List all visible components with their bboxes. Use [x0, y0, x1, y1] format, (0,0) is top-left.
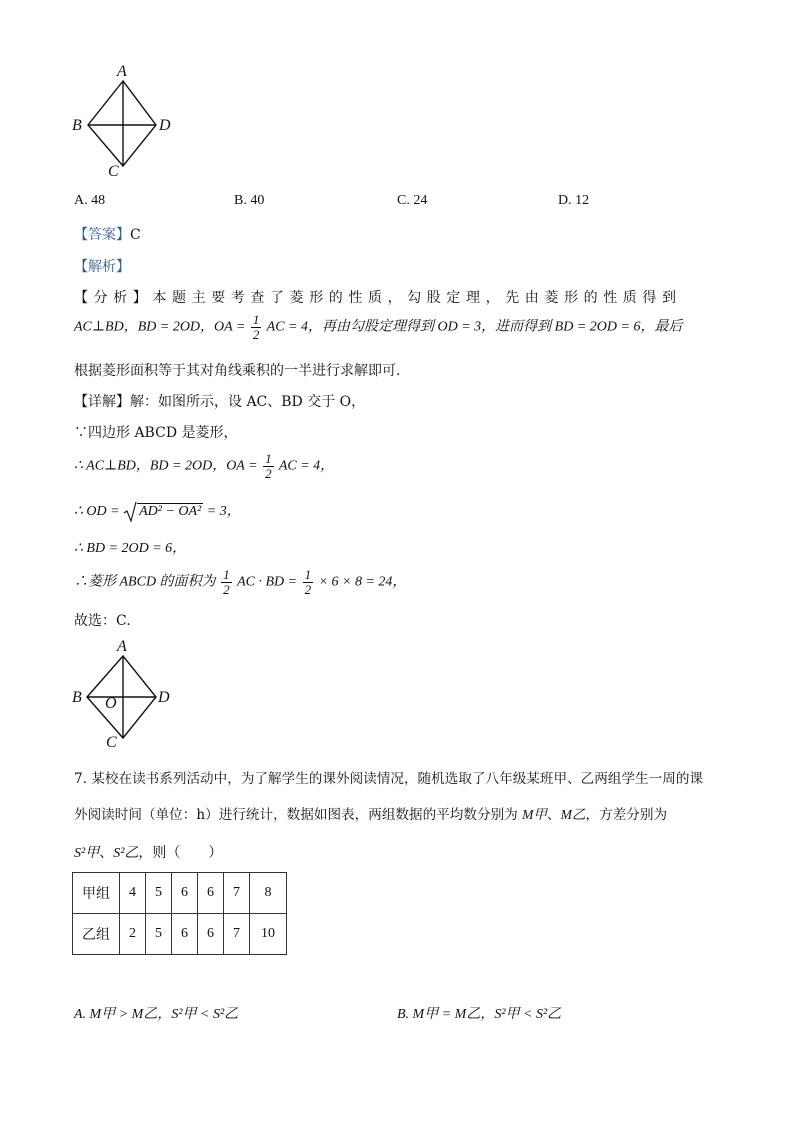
- s-yi: S²乙: [113, 846, 139, 861]
- detail-line-5: ∴ BD = 2OD = 6，: [74, 541, 187, 556]
- q7-text-2a: 外阅读时间（单位：h）进行统计，数据如图表，两组数据的平均数分别为: [74, 807, 518, 823]
- analysis-tag: 【解析】: [74, 259, 130, 275]
- detail-text-3a: ∴ AC⊥BD，BD = 2OD，OA =: [74, 458, 258, 474]
- q7-option-b: B. M甲 = M乙，S²甲 < S²乙: [397, 1007, 562, 1022]
- q7-sep-2: 、: [547, 807, 561, 823]
- vertex-label-c: C: [108, 163, 119, 180]
- fenxi-text-2a: AC⊥BD，BD = 2OD，OA =: [74, 319, 246, 335]
- vertex-label-b-2: B: [72, 689, 82, 706]
- vertex-label-b: B: [72, 117, 82, 134]
- detail-text-3b: AC = 4，: [278, 458, 335, 474]
- detail-line-4: [74, 500, 241, 523]
- table-cell: 10: [250, 914, 287, 955]
- detail-text-1: 解：如图所示，设 AC、BD 交于 O，: [130, 394, 366, 410]
- q7-option-a: A. M甲 > M乙，S²甲 < S²乙: [74, 1007, 239, 1022]
- table-cell: 4: [120, 873, 146, 914]
- q7-sep-3: 、: [99, 845, 114, 861]
- radical: AD² − OA²: [123, 501, 203, 523]
- table-cell: 6: [172, 914, 198, 955]
- table-row: [73, 873, 287, 914]
- rhombus-figure-top: [70, 60, 190, 185]
- data-table: [72, 872, 287, 955]
- answer-value: C: [130, 227, 141, 243]
- fenxi-line-3: 根据菱形面积等于其对角线乘积的一半进行求解即可.: [74, 363, 401, 379]
- m-jia: M甲: [522, 807, 548, 822]
- row-label: 甲组: [73, 873, 120, 914]
- detail-text-6b: AC · BD =: [237, 574, 298, 590]
- vertex-label-d: D: [159, 117, 171, 134]
- option-c: C. 24: [397, 193, 428, 208]
- option-d: D. 12: [558, 193, 590, 208]
- answer-line: [74, 224, 141, 244]
- detail-text-4b: = 3，: [206, 504, 241, 519]
- detail-line-1: [74, 391, 365, 411]
- vertex-label-a-2: A: [117, 638, 127, 655]
- table-cell: 2: [120, 914, 146, 955]
- s-jia: S²甲: [74, 846, 100, 861]
- detail-text-6a: ∴菱形 ABCD 的面积为: [74, 574, 216, 590]
- fraction-half-2: $\frac{1}{2}$: [265, 451, 272, 481]
- detail-text-6c: × 6 × 8 = 24，: [318, 574, 407, 590]
- fenxi-text-1: 本题主要考查了菱形的性质，勾股定理，先由菱形的性质得到: [152, 290, 682, 306]
- detail-text-4a: ∴ OD =: [74, 504, 120, 519]
- table-cell: 5: [146, 914, 172, 955]
- fenxi-line-1: [74, 287, 682, 307]
- table-cell: 6: [198, 914, 224, 955]
- fenxi-text-2b: AC = 4，再由勾股定理得到 OD = 3，进而得到 BD = 2OD = 6，最后: [266, 319, 683, 335]
- fraction-half: $\frac{1}{2}$: [252, 312, 260, 342]
- table-row: [73, 914, 287, 955]
- option-a: A. 48: [74, 193, 106, 208]
- detail-line-2: ∵四边形 ABCD 是菱形，: [74, 425, 238, 441]
- table-cell: 7: [224, 873, 250, 914]
- table-cell: 6: [198, 873, 224, 914]
- table-cell: 6: [172, 873, 198, 914]
- m-yi: M乙: [560, 807, 586, 822]
- table-cell: 5: [146, 873, 172, 914]
- vertex-label-d-2: D: [158, 689, 170, 706]
- q7-line-1: 7. 某校在读书系列活动中，为了解学生的课外阅读情况，随机选取了八年级某班甲、乙两组学生一周的课: [74, 771, 704, 787]
- fenxi-tag: 【分析】: [74, 290, 153, 306]
- q7-text-2b: ，方差分别为: [585, 807, 668, 823]
- vertex-label-a: A: [117, 63, 127, 80]
- fraction-half-4: $\frac{1}{2}$: [304, 567, 312, 597]
- answer-tag: 【答案】: [74, 227, 130, 243]
- row-label: 乙组: [73, 914, 120, 955]
- q7-line-2: [74, 803, 667, 823]
- vertex-label-c-2: C: [106, 734, 117, 751]
- table-cell: 8: [250, 873, 287, 914]
- q7-line-3: [74, 842, 222, 862]
- vertex-label-o: O: [105, 695, 117, 712]
- fenxi-line-2: [74, 313, 682, 342]
- option-b: B. 40: [234, 193, 265, 208]
- detail-line-3: [74, 452, 334, 481]
- detail-line-7: 故选：C.: [74, 613, 131, 629]
- q7-text-3b: ，则（ ）: [138, 845, 223, 861]
- fraction-half-3: $\frac{1}{2}$: [223, 567, 230, 597]
- table-cell: 7: [224, 914, 250, 955]
- detail-tag: 【详解】: [74, 394, 130, 410]
- rhombus-figure-bottom: [70, 640, 190, 758]
- detail-line-6: [74, 568, 406, 597]
